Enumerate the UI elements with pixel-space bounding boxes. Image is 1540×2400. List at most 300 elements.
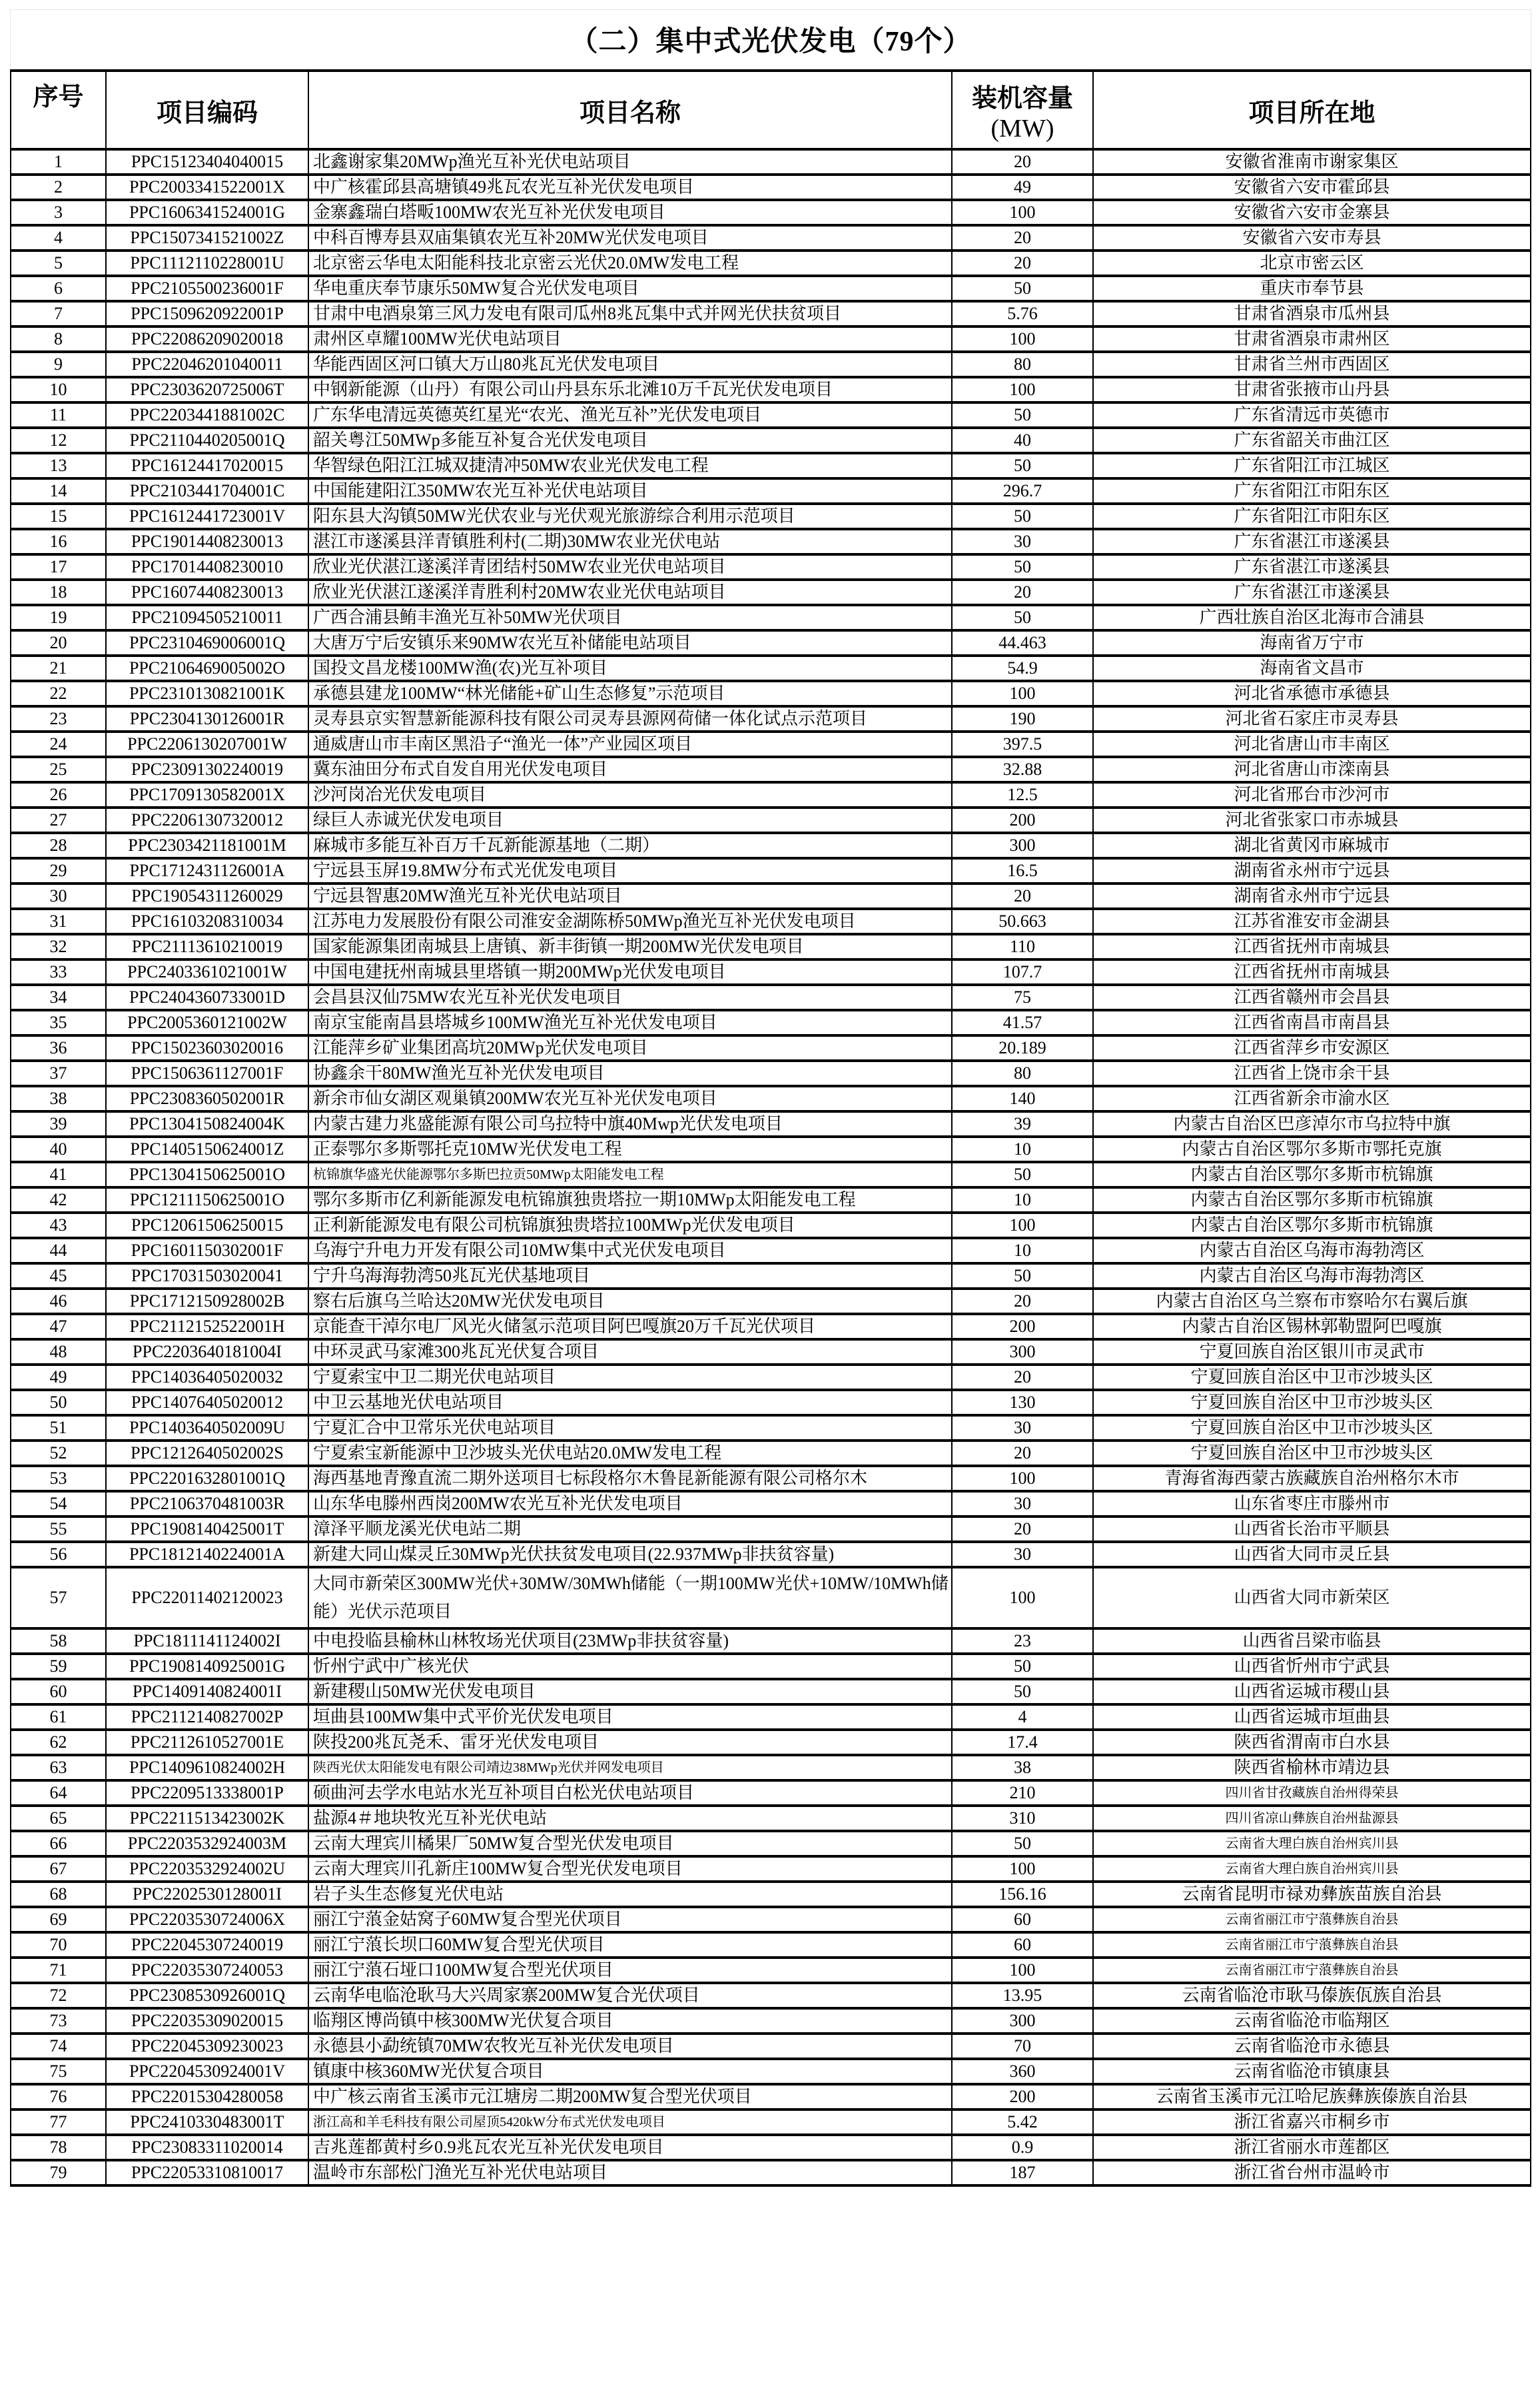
capacity-cell: 50 <box>952 1654 1093 1679</box>
table-row <box>11 251 1531 276</box>
location-cell: 江西省南昌市南昌县 <box>1093 1010 1531 1035</box>
seq-cell: 23 <box>11 706 106 732</box>
seq-cell: 15 <box>11 504 106 529</box>
seq-cell: 40 <box>11 1137 106 1162</box>
code-cell: PPC2112152522001H <box>106 1314 308 1339</box>
location-cell: 江西省新余市渝水区 <box>1093 1086 1531 1111</box>
code-cell: PPC2203532924003M <box>106 1831 308 1856</box>
capacity-cell: 38 <box>952 1755 1093 1780</box>
name-cell: 临翔区博尚镇中核300MW光伏复合项目 <box>308 2008 952 2034</box>
table-row <box>11 782 1531 808</box>
location-cell: 山西省吕梁市临县 <box>1093 1628 1531 1654</box>
capacity-cell: 50 <box>952 504 1093 529</box>
code-cell: PPC2303620725006T <box>106 377 308 402</box>
capacity-cell: 23 <box>952 1628 1093 1654</box>
seq-cell: 52 <box>11 1441 106 1466</box>
table-row <box>11 402 1531 428</box>
capacity-cell: 17.4 <box>952 1730 1093 1755</box>
name-cell: 北京密云华电太阳能科技北京密云光伏20.0MW发电工程 <box>308 251 952 276</box>
code-cell: PPC22015304280058 <box>106 2084 308 2109</box>
capacity-cell: 70 <box>952 2034 1093 2059</box>
capacity-cell: 30 <box>952 1415 1093 1441</box>
code-cell: PPC2404360733001D <box>106 985 308 1010</box>
table-row <box>11 1755 1531 1780</box>
table-row <box>11 2034 1531 2059</box>
table-row <box>11 149 1531 175</box>
seq-cell: 56 <box>11 1542 106 1567</box>
name-cell: 丽江宁蒗金姑窝子60MW复合型光伏项目 <box>308 1907 952 1932</box>
name-cell: 大唐万宁后安镇乐来90MW农光互补储能电站项目 <box>308 630 952 656</box>
location-cell: 青海省海西蒙古族藏族自治州格尔木市 <box>1093 1466 1531 1491</box>
location-cell: 安徽省六安市金寨县 <box>1093 200 1531 225</box>
location-cell: 内蒙古自治区巴彦淖尔市乌拉特中旗 <box>1093 1111 1531 1137</box>
table-row <box>11 1542 1531 1567</box>
location-cell: 云南省临沧市临翔区 <box>1093 2008 1531 2034</box>
code-cell: PPC1507341521002Z <box>106 225 308 251</box>
code-cell: PPC16124417020015 <box>106 453 308 478</box>
capacity-cell: 100 <box>952 1856 1093 1882</box>
name-cell: 江苏电力发展股份有限公司淮安金湖陈桥50MWp渔光互补光伏发电项目 <box>308 909 952 934</box>
title-bar <box>10 9 1531 69</box>
capacity-cell: 300 <box>952 2008 1093 2034</box>
name-cell: 京能查干淖尔电厂风光火储氢示范项目阿巴嘎旗20万千瓦光伏项目 <box>308 1314 952 1339</box>
name-cell: 鄂尔多斯市亿利新能源发电杭锦旗独贵塔拉一期10MWp太阳能发电工程 <box>308 1187 952 1213</box>
name-cell: 岩子头生态修复光伏电站 <box>308 1882 952 1907</box>
seq-cell: 63 <box>11 1755 106 1780</box>
table-row <box>11 1466 1531 1491</box>
capacity-cell: 50 <box>952 1679 1093 1704</box>
code-cell: PPC1712150928002B <box>106 1289 308 1314</box>
name-cell: 南京宝能南昌县塔城乡100MW渔光互补光伏发电项目 <box>308 1010 952 1035</box>
capacity-cell: 296.7 <box>952 478 1093 504</box>
code-cell: PPC22045309230023 <box>106 2034 308 2059</box>
capacity-cell: 107.7 <box>952 959 1093 985</box>
table-row <box>11 1516 1531 1542</box>
seq-cell: 3 <box>11 200 106 225</box>
name-cell: 肃州区卓耀100MW光伏电站项目 <box>308 326 952 352</box>
table-row <box>11 175 1531 200</box>
table-row <box>11 377 1531 402</box>
table-row <box>11 504 1531 529</box>
seq-cell: 44 <box>11 1238 106 1263</box>
table-row <box>11 1314 1531 1339</box>
location-cell: 河北省石家庄市灵寿县 <box>1093 706 1531 732</box>
seq-cell: 18 <box>11 580 106 605</box>
code-cell: PPC1811141124002I <box>106 1628 308 1654</box>
code-cell: PPC2112140827002P <box>106 1704 308 1730</box>
name-cell: 杭锦旗华盛光伏能源鄂尔多斯巴拉贡50MWp太阳能发电工程 <box>308 1162 952 1187</box>
code-cell: PPC2203532924002U <box>106 1856 308 1882</box>
capacity-cell: 20.189 <box>952 1035 1093 1061</box>
seq-cell: 10 <box>11 377 106 402</box>
name-cell: 正泰鄂尔多斯鄂托克10MW光伏发电工程 <box>308 1137 952 1162</box>
seq-cell: 38 <box>11 1086 106 1111</box>
code-cell: PPC1405150624001Z <box>106 1137 308 1162</box>
capacity-cell: 100 <box>952 1466 1093 1491</box>
code-cell: PPC2203441881002C <box>106 402 308 428</box>
seq-cell: 49 <box>11 1365 106 1390</box>
location-cell: 安徽省六安市寿县 <box>1093 225 1531 251</box>
name-cell: 宁夏索宝新能源中卫沙坡头光伏电站20.0MW发电工程 <box>308 1441 952 1466</box>
location-cell: 云南省大理白族自治州宾川县 <box>1093 1856 1531 1882</box>
code-cell: PPC2303421181001M <box>106 833 308 858</box>
code-cell: PPC15123404040015 <box>106 149 308 175</box>
name-cell: 金寨鑫瑞白塔畈100MW农光互补光伏发电项目 <box>308 200 952 225</box>
name-cell: 国家能源集团南城县上唐镇、新丰街镇一期200MW光伏发电项目 <box>308 934 952 959</box>
name-cell: 云南大理宾川孔新庄100MW复合型光伏发电项目 <box>308 1856 952 1882</box>
header-seq: 序号 <box>11 71 106 149</box>
seq-cell: 73 <box>11 2008 106 2034</box>
table-row <box>11 1932 1531 1958</box>
table-row <box>11 1390 1531 1415</box>
table-row <box>11 1856 1531 1882</box>
name-cell: 乌海宁升电力开发有限公司10MW集中式光伏发电项目 <box>308 1238 952 1263</box>
seq-cell: 8 <box>11 326 106 352</box>
code-cell: PPC2202530128001I <box>106 1882 308 1907</box>
capacity-cell: 100 <box>952 1213 1093 1238</box>
table-row <box>11 808 1531 833</box>
table-row <box>11 732 1531 757</box>
table-header-row <box>11 71 1531 149</box>
code-cell: PPC2201632801001Q <box>106 1466 308 1491</box>
code-cell: PPC1509620922001P <box>106 301 308 326</box>
location-cell: 云南省大理白族自治州宾川县 <box>1093 1831 1531 1856</box>
name-cell: 湛江市遂溪县洋青镇胜利村(二期)30MW农业光伏电站 <box>308 529 952 554</box>
location-cell: 云南省临沧市永德县 <box>1093 2034 1531 2059</box>
code-cell: PPC2203640181004I <box>106 1339 308 1365</box>
name-cell: 中国电建抚州南城县里塔镇一期200MWp光伏发电项目 <box>308 959 952 985</box>
table-row <box>11 1086 1531 1111</box>
name-cell: 宁夏索宝中卫二期光伏电站项目 <box>308 1365 952 1390</box>
seq-cell: 37 <box>11 1061 106 1086</box>
seq-cell: 20 <box>11 630 106 656</box>
location-cell: 四川省甘孜藏族自治州得荣县 <box>1093 1780 1531 1806</box>
capacity-cell: 44.463 <box>952 630 1093 656</box>
seq-cell: 67 <box>11 1856 106 1882</box>
seq-cell: 48 <box>11 1339 106 1365</box>
location-cell: 河北省唐山市滦南县 <box>1093 757 1531 782</box>
capacity-cell: 0.9 <box>952 2135 1093 2160</box>
table-row <box>11 833 1531 858</box>
name-cell: 镇康中核360MW光伏复合项目 <box>308 2059 952 2084</box>
seq-cell: 42 <box>11 1187 106 1213</box>
location-cell: 广东省阳江市阳东区 <box>1093 478 1531 504</box>
location-cell: 甘肃省酒泉市肃州区 <box>1093 326 1531 352</box>
seq-cell: 47 <box>11 1314 106 1339</box>
table-row <box>11 1831 1531 1856</box>
table-row <box>11 2160 1531 2185</box>
location-cell: 宁夏回族自治区中卫市沙坡头区 <box>1093 1390 1531 1415</box>
table-row <box>11 1061 1531 1086</box>
name-cell: 新余市仙女湖区观巢镇200MW农光互补光伏发电项目 <box>308 1086 952 1111</box>
table-row <box>11 1491 1531 1516</box>
code-cell: PPC1506361127001F <box>106 1061 308 1086</box>
location-cell: 云南省临沧市耿马傣族佤族自治县 <box>1093 1983 1531 2008</box>
location-cell: 内蒙古自治区乌海市海勃湾区 <box>1093 1238 1531 1263</box>
table-row <box>11 2109 1531 2135</box>
seq-cell: 25 <box>11 757 106 782</box>
code-cell: PPC22061307320012 <box>106 808 308 833</box>
location-cell: 内蒙古自治区鄂尔多斯市杭锦旗 <box>1093 1162 1531 1187</box>
table-row <box>11 2084 1531 2109</box>
seq-cell: 43 <box>11 1213 106 1238</box>
seq-cell: 1 <box>11 149 106 175</box>
table-row <box>11 1238 1531 1263</box>
table-row <box>11 630 1531 656</box>
location-cell: 广东省湛江市遂溪县 <box>1093 529 1531 554</box>
location-cell: 安徽省六安市霍邱县 <box>1093 175 1531 200</box>
location-cell: 内蒙古自治区鄂尔多斯市杭锦旗 <box>1093 1213 1531 1238</box>
table-row <box>11 757 1531 782</box>
seq-cell: 36 <box>11 1035 106 1061</box>
name-cell: 会昌县汉仙75MW农光互补光伏发电项目 <box>308 985 952 1010</box>
code-cell: PPC2209513338001P <box>106 1780 308 1806</box>
capacity-cell: 50.663 <box>952 909 1093 934</box>
location-cell: 云南省临沧市镇康县 <box>1093 2059 1531 2084</box>
capacity-cell: 50 <box>952 1162 1093 1187</box>
location-cell: 海南省万宁市 <box>1093 630 1531 656</box>
seq-cell: 60 <box>11 1679 106 1704</box>
table-row <box>11 1907 1531 1932</box>
code-cell: PPC21094505210011 <box>106 605 308 630</box>
name-cell: 阳东县大沟镇50MW光伏农业与光伏观光旅游综合利用示范项目 <box>308 504 952 529</box>
table-row <box>11 453 1531 478</box>
code-cell: PPC19054311260029 <box>106 884 308 909</box>
capacity-cell: 4 <box>952 1704 1093 1730</box>
name-cell: 正利新能源发电有限公司杭锦旗独贵塔拉100MWp光伏发电项目 <box>308 1213 952 1238</box>
seq-cell: 46 <box>11 1289 106 1314</box>
name-cell: 承德县建龙100MW“林光储能+矿山生态修复”示范项目 <box>308 681 952 706</box>
seq-cell: 75 <box>11 2059 106 2084</box>
seq-cell: 14 <box>11 478 106 504</box>
capacity-cell: 156.16 <box>952 1882 1093 1907</box>
capacity-cell: 49 <box>952 175 1093 200</box>
capacity-cell: 75 <box>952 985 1093 1010</box>
capacity-cell: 50 <box>952 453 1093 478</box>
seq-cell: 62 <box>11 1730 106 1755</box>
capacity-cell: 80 <box>952 1061 1093 1086</box>
code-cell: PPC1712431126001A <box>106 858 308 884</box>
location-cell: 江西省抚州市南城县 <box>1093 934 1531 959</box>
name-cell: 中卫云基地光伏电站项目 <box>308 1390 952 1415</box>
code-cell: PPC22035309020015 <box>106 2008 308 2034</box>
table-row <box>11 326 1531 352</box>
name-cell: 忻州宁武中广核光伏 <box>308 1654 952 1679</box>
location-cell: 浙江省嘉兴市桐乡市 <box>1093 2109 1531 2135</box>
seq-cell: 65 <box>11 1806 106 1831</box>
capacity-cell: 200 <box>952 2084 1093 2109</box>
name-cell: 新建稷山50MW光伏发电项目 <box>308 1679 952 1704</box>
code-cell: PPC2204530924001V <box>106 2059 308 2084</box>
name-cell: 内蒙古建力兆盛能源有限公司乌拉特中旗40Mwp光伏发电项目 <box>308 1111 952 1137</box>
code-cell: PPC1409140824001I <box>106 1679 308 1704</box>
location-cell: 四川省凉山彝族自治州盐源县 <box>1093 1806 1531 1831</box>
location-cell: 江西省抚州市南城县 <box>1093 959 1531 985</box>
location-cell: 陕西省渭南市白水县 <box>1093 1730 1531 1755</box>
seq-cell: 30 <box>11 884 106 909</box>
seq-cell: 17 <box>11 554 106 580</box>
name-cell: 云南华电临沧耿马大兴周家寨200MW复合光伏项目 <box>308 1983 952 2008</box>
seq-cell: 70 <box>11 1932 106 1958</box>
name-cell: 广西合浦县鲔丰渔光互补50MW光伏项目 <box>308 605 952 630</box>
name-cell: 海西基地青豫直流二期外送项目七标段格尔木鲁昆新能源有限公司格尔木 <box>308 1466 952 1491</box>
name-cell: 大同市新荣区300MW光伏+30MW/30MWh储能（一期100MW光伏+10MW/10MWh储能）光伏示范项目 <box>308 1567 952 1628</box>
capacity-cell: 50 <box>952 1831 1093 1856</box>
seq-cell: 22 <box>11 681 106 706</box>
name-cell: 陕西光伏太阳能发电有限公司靖边38MWp光伏并网发电项目 <box>308 1755 952 1780</box>
capacity-cell: 20 <box>952 580 1093 605</box>
name-cell: 中国能建阳江350MW农光互补光伏电站项目 <box>308 478 952 504</box>
capacity-cell: 100 <box>952 1567 1093 1628</box>
name-cell: 丽江宁蒗长坝口60MW复合型光伏项目 <box>308 1932 952 1958</box>
seq-cell: 50 <box>11 1390 106 1415</box>
seq-cell: 77 <box>11 2109 106 2135</box>
code-cell: PPC1709130582001X <box>106 782 308 808</box>
table-row <box>11 1339 1531 1365</box>
table-row <box>11 2059 1531 2084</box>
table-row <box>11 2008 1531 2034</box>
code-cell: PPC2106370481003R <box>106 1491 308 1516</box>
location-cell: 广东省湛江市遂溪县 <box>1093 554 1531 580</box>
name-cell: 吉兆莲都黄村乡0.9兆瓦农光互补光伏发电项目 <box>308 2135 952 2160</box>
code-cell: PPC1409610824002H <box>106 1755 308 1780</box>
seq-cell: 54 <box>11 1491 106 1516</box>
capacity-cell: 200 <box>952 1314 1093 1339</box>
code-cell: PPC22011402120023 <box>106 1567 308 1628</box>
capacity-cell: 20 <box>952 1516 1093 1542</box>
table-row <box>11 301 1531 326</box>
code-cell: PPC2005360121002W <box>106 1010 308 1035</box>
capacity-cell: 54.9 <box>952 656 1093 681</box>
code-cell: PPC16074408230013 <box>106 580 308 605</box>
table-row <box>11 428 1531 453</box>
table-row <box>11 478 1531 504</box>
table-row <box>11 858 1531 884</box>
capacity-cell: 140 <box>952 1086 1093 1111</box>
code-cell: PPC1403640502009U <box>106 1415 308 1441</box>
location-cell: 甘肃省酒泉市瓜州县 <box>1093 301 1531 326</box>
location-cell: 江西省赣州市会昌县 <box>1093 985 1531 1010</box>
name-cell: 欣业光伏湛江遂溪洋青团结村50MW农业光伏电站项目 <box>308 554 952 580</box>
code-cell: PPC22053310810017 <box>106 2160 308 2185</box>
location-cell: 河北省承德市承德县 <box>1093 681 1531 706</box>
seq-cell: 6 <box>11 276 106 301</box>
code-cell: PPC1304150625001O <box>106 1162 308 1187</box>
seq-cell: 53 <box>11 1466 106 1491</box>
location-cell: 湖北省黄冈市麻城市 <box>1093 833 1531 858</box>
capacity-cell: 100 <box>952 681 1093 706</box>
name-cell: 江能萍乡矿业集团高坑20MWp光伏发电项目 <box>308 1035 952 1061</box>
location-cell: 山东省枣庄市滕州市 <box>1093 1491 1531 1516</box>
capacity-cell: 10 <box>952 1238 1093 1263</box>
header-name: 项目名称 <box>308 71 952 149</box>
seq-cell: 19 <box>11 605 106 630</box>
seq-cell: 69 <box>11 1907 106 1932</box>
location-cell: 江苏省淮安市金湖县 <box>1093 909 1531 934</box>
seq-cell: 78 <box>11 2135 106 2160</box>
capacity-cell: 20 <box>952 225 1093 251</box>
table-row <box>11 1958 1531 1983</box>
location-cell: 江西省上饶市余干县 <box>1093 1061 1531 1086</box>
capacity-cell: 20 <box>952 149 1093 175</box>
seq-cell: 39 <box>11 1111 106 1137</box>
location-cell: 湖南省永州市宁远县 <box>1093 884 1531 909</box>
location-cell: 甘肃省张掖市山丹县 <box>1093 377 1531 402</box>
seq-cell: 26 <box>11 782 106 808</box>
table-row <box>11 580 1531 605</box>
name-cell: 通威唐山市丰南区黑沿子“渔光一体”产业园区项目 <box>308 732 952 757</box>
code-cell: PPC22086209020018 <box>106 326 308 352</box>
capacity-cell: 12.5 <box>952 782 1093 808</box>
name-cell: 宁夏汇合中卫常乐光伏电站项目 <box>308 1415 952 1441</box>
location-cell: 浙江省丽水市莲都区 <box>1093 2135 1531 2160</box>
location-cell: 山西省长治市平顺县 <box>1093 1516 1531 1542</box>
seq-cell: 33 <box>11 959 106 985</box>
capacity-cell: 360 <box>952 2059 1093 2084</box>
location-cell: 云南省丽江市宁蒗彝族自治县 <box>1093 1932 1531 1958</box>
capacity-cell: 10 <box>952 1187 1093 1213</box>
capacity-cell: 50 <box>952 1263 1093 1289</box>
location-cell: 海南省文昌市 <box>1093 656 1531 681</box>
location-cell: 广西壮族自治区北海市合浦县 <box>1093 605 1531 630</box>
seq-cell: 11 <box>11 402 106 428</box>
table-row <box>11 656 1531 681</box>
table-row <box>11 909 1531 934</box>
capacity-cell: 300 <box>952 1339 1093 1365</box>
capacity-cell: 20 <box>952 251 1093 276</box>
location-cell: 河北省张家口市赤城县 <box>1093 808 1531 833</box>
table-row <box>11 1035 1531 1061</box>
code-cell: PPC2310130821001K <box>106 681 308 706</box>
table-row <box>11 1162 1531 1187</box>
capacity-cell: 110 <box>952 934 1093 959</box>
table-row <box>11 225 1531 251</box>
code-cell: PPC2110440205001Q <box>106 428 308 453</box>
name-cell: 察右后旗乌兰哈达20MW光伏发电项目 <box>308 1289 952 1314</box>
name-cell: 绿巨人赤诚光伏发电项目 <box>308 808 952 833</box>
seq-cell: 45 <box>11 1263 106 1289</box>
name-cell: 华智绿色阳江江城双捷清冲50MW农业光伏发电工程 <box>308 453 952 478</box>
table-row <box>11 1010 1531 1035</box>
capacity-cell: 40 <box>952 428 1093 453</box>
location-cell: 山西省运城市稷山县 <box>1093 1679 1531 1704</box>
code-cell: PPC1212640502002S <box>106 1441 308 1466</box>
seq-cell: 5 <box>11 251 106 276</box>
header-capacity <box>952 71 1093 149</box>
seq-cell: 34 <box>11 985 106 1010</box>
name-cell: 麻城市多能互补百万千瓦新能源基地（二期） <box>308 833 952 858</box>
capacity-cell: 20 <box>952 1365 1093 1390</box>
capacity-cell: 80 <box>952 352 1093 377</box>
seq-cell: 64 <box>11 1780 106 1806</box>
capacity-cell: 20 <box>952 1289 1093 1314</box>
code-cell: PPC2308530926001Q <box>106 1983 308 2008</box>
code-cell: PPC1908140425001T <box>106 1516 308 1542</box>
table-row <box>11 1365 1531 1390</box>
location-cell: 内蒙古自治区乌海市海勃湾区 <box>1093 1263 1531 1289</box>
code-cell: PPC2410330483001T <box>106 2109 308 2135</box>
seq-cell: 13 <box>11 453 106 478</box>
table-row <box>11 276 1531 301</box>
code-cell: PPC19014408230013 <box>106 529 308 554</box>
seq-cell: 21 <box>11 656 106 681</box>
capacity-cell: 30 <box>952 1542 1093 1567</box>
capacity-cell: 20 <box>952 1441 1093 1466</box>
name-cell: 中科百博寿县双庙集镇农光互补20MW光伏发电项目 <box>308 225 952 251</box>
seq-cell: 7 <box>11 301 106 326</box>
seq-cell: 74 <box>11 2034 106 2059</box>
table-row <box>11 529 1531 554</box>
